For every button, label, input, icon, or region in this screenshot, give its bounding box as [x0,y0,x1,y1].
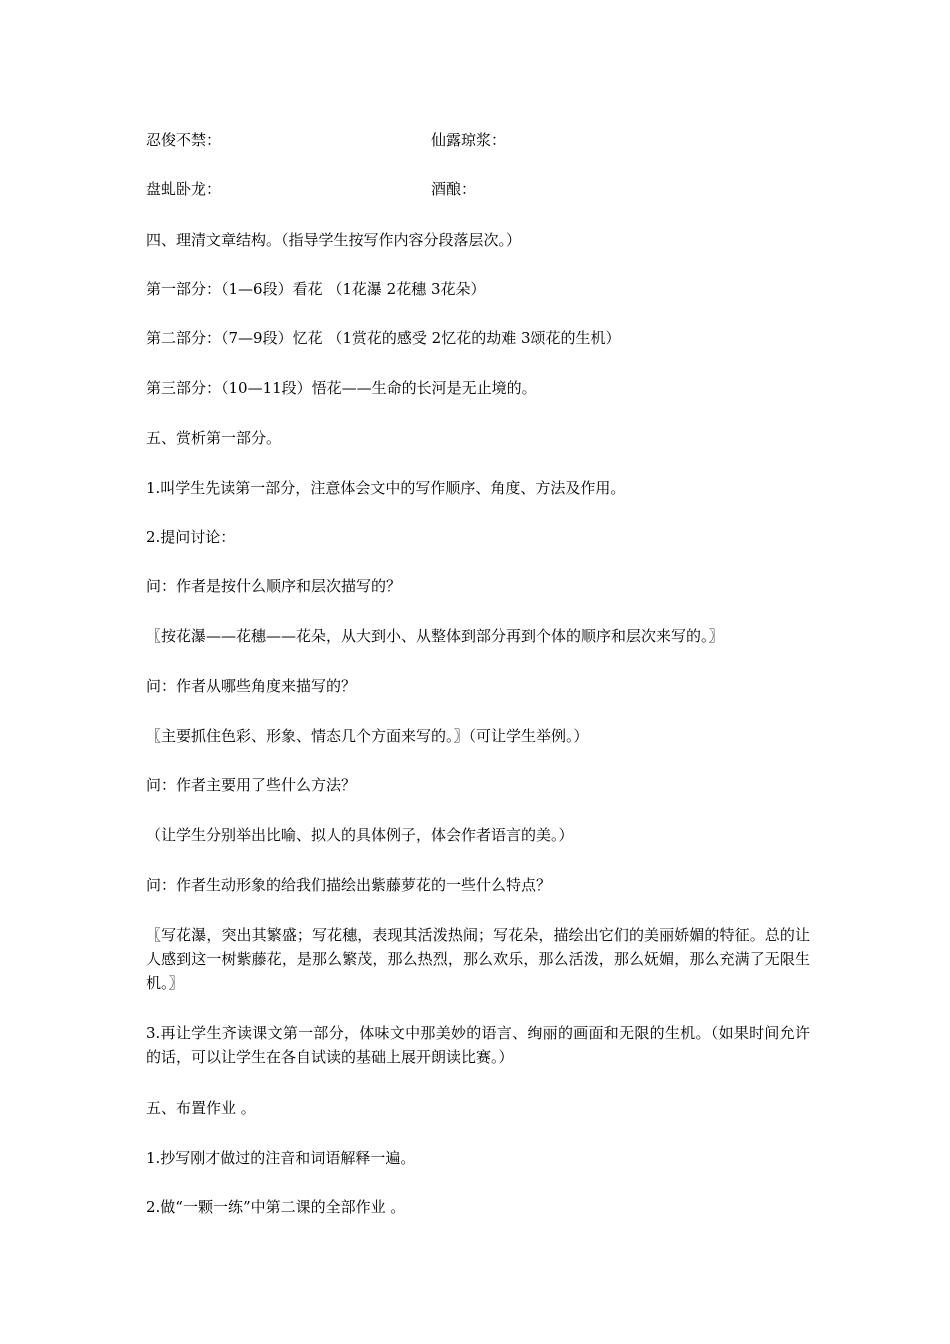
vocab-term-xianluqiongjiang: 仙露琼浆： [431,131,507,149]
vocab-term-panqiuwolong: 盘虬卧龙： [146,180,222,198]
answer-3: （让学生分别举出比喻、拟人的具体例子，体会作者语言的美。） [146,826,574,844]
vocab-term-jiuniang: 酒酿： [431,180,477,198]
structure-part-2: 第二部分：（7—9段）忆花 （1赏花的感受 2忆花的劫难 3颂花的生机） [146,329,621,347]
question-3: 问：作者主要用了些什么方法？ [146,776,357,794]
question-2: 问：作者从哪些角度来描写的？ [146,677,357,695]
answer-4: 〖写花瀑，突出其繁盛；写花穗，表现其活泼热闹；写花朵，描绘出它们的美丽娇媚的特征。总的让人感到这一树紫藤花，是那么繁茂，那么热烈，那么欢乐，那么活泼，那么妩媚，那么充满了无限生机。〗 [146,926,810,992]
section-4-heading: 四、理清文章结构。（指导学生按写作内容分段落层次。） [146,231,522,249]
answer-1: 〖按花瀑——花穗——花朵，从大到小、从整体到部分再到个体的顺序和层次来写的。〗 [146,627,724,645]
question-1: 问：作者是按什么顺序和层次描写的？ [146,577,402,595]
analysis-item-3: 3.再让学生齐读课文第一部分，体味文中那美妙的语言、绚丽的画面和无限的生机。（如果时间允许的话，可以让学生在各自试读的基础上展开朗读比赛。） [146,1024,810,1066]
homework-item-2: 2.做“一颗一练”中第二课的全部作业 。 [146,1198,406,1216]
answer-2: 〖主要抓住色彩、形象、情态几个方面来写的。〗（可让学生举例。） [146,727,589,745]
vocab-row-1 [146,128,810,152]
section-5-heading: 五、赏析第一部分。 [146,429,282,447]
structure-part-3: 第三部分：（10—11段）悟花——生命的长河是无止境的。 [146,379,537,397]
analysis-item-1: 1.叫学生先读第一部分，注意体会文中的写作顺序、角度、方法及作用。 [146,479,626,497]
homework-item-1: 1.抄写刚才做过的注音和词语解释一遍。 [146,1149,416,1167]
question-4: 问：作者生动形象的给我们描绘出紫藤萝花的一些什么特点？ [146,876,552,894]
homework-heading: 五、布置作业 。 [146,1099,256,1117]
vocab-term-renjunbujin: 忍俊不禁： [146,131,222,149]
structure-part-1: 第一部分：（1—6段）看花 （1花瀑 2花穗 3花朵） [146,280,486,298]
analysis-item-2: 2.提问讨论： [146,528,236,546]
vocab-row-2 [146,177,810,201]
